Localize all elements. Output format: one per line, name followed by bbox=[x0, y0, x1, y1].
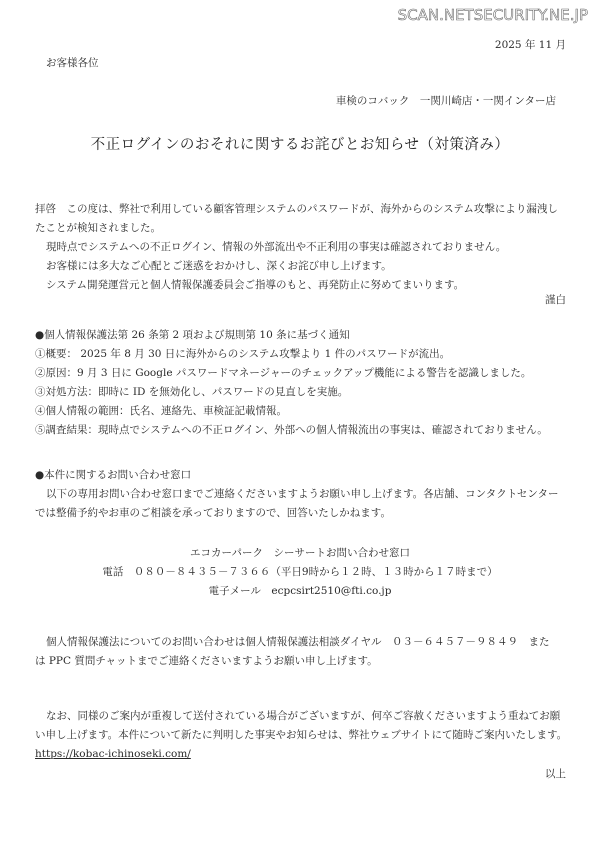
footer-line: なお、同様のご案内が重複して送付されている場合がございますが、何卒ご容赦くださいますよう重ねてお願 bbox=[46, 710, 561, 722]
contact-phone-row bbox=[0, 563, 600, 582]
intro-line: お客様には多大なご心配とご迷惑をおかけし、深くお詫び申し上げます。 bbox=[46, 260, 392, 272]
contact-name: エコカーパーク シーサートお問い合わせ窓口 bbox=[190, 547, 410, 559]
document-title: 不正ログインのおそれに関するお詫びとお知らせ（対策済み） bbox=[90, 137, 510, 153]
email-address[interactable]: ecpcsirt2510@fti.co.jp bbox=[271, 585, 392, 597]
notice-item: ③対処方法：即時に ID を無効化し、パスワードの見直しを実施。 bbox=[35, 386, 349, 398]
intro-paragraph bbox=[35, 200, 575, 295]
footer-note bbox=[35, 707, 575, 764]
intro-line: 拝啓 この度は、弊社で利用している顧客管理システムのパスワードが、海外からのシステム攻撃により漏洩し bbox=[35, 203, 558, 215]
end-mark: 以上 bbox=[545, 768, 566, 780]
inquiry-line: 以下の専用お問い合わせ窓口までご連絡くださいますようお願い申し上げます。各店舗、コンタクトセンター bbox=[46, 488, 559, 500]
ppc-line: は PPC 質問チャットまでご連絡くださいますようお願い申し上げます。 bbox=[35, 655, 378, 667]
notice-item: ④個人情報の範囲：氏名、連絡先、車検証記載情報。 bbox=[35, 405, 287, 417]
phone-label: 電話 bbox=[102, 566, 124, 578]
sender: 車検のコバック 一関川崎店・一関インター店 bbox=[335, 95, 556, 107]
addressee: お客様各位 bbox=[46, 57, 99, 69]
contact-email-row bbox=[0, 582, 600, 601]
notice-heading: ●個人情報保護法第 26 条第 2 項および規則第 10 条に基づく通知 bbox=[35, 329, 350, 341]
document-date: 2025 年 11 月 bbox=[494, 39, 566, 51]
notice-item: ①概要： 2025 年 8 月 30 日に海外からのシステム攻撃より 1 件のパスワードが流出。 bbox=[35, 348, 451, 360]
notice-item: ②原因：9 月 3 日に Google パスワードマネージャーのチェックアップ機能による警告を認識しました。 bbox=[35, 367, 532, 379]
email-label: 電子メール bbox=[208, 585, 261, 597]
inquiry-section bbox=[35, 466, 575, 523]
website-link[interactable]: https://kobac-ichinoseki.com/ bbox=[35, 748, 191, 760]
intro-line: 現時点でシステムへの不正ログイン、情報の外部流出や不正利用の事実は確認されておりません。 bbox=[46, 241, 507, 253]
inquiry-line: では整備予約やお車のご相談を承っておりますので、回答いたしかねます。 bbox=[35, 507, 391, 519]
inquiry-heading: ●本件に関するお問い合わせ窓口 bbox=[35, 469, 192, 481]
phone-number[interactable]: ０８０－８４３５－７３６６ bbox=[133, 566, 271, 578]
notice-section bbox=[35, 326, 575, 440]
ppc-line: 個人情報保護法についてのお問い合わせは個人情報保護法相談ダイヤル ０３－６４５７－９８４９ また bbox=[46, 636, 550, 648]
phone-hours: （平日9時から１２時、１３時から１７時まで） bbox=[270, 566, 498, 578]
watermark: SCAN.NETSECURITY.NE.JP bbox=[397, 6, 588, 24]
notice-item: ⑤調査結果：現時点でシステムへの不正ログイン、外部への個人情報流出の事実は、確認されておりません。 bbox=[35, 424, 548, 436]
ppc-paragraph bbox=[35, 633, 575, 671]
intro-line: システム開発運営元と個人情報保護委員会ご指導のもと、再発防止に努めてまいります。 bbox=[46, 279, 465, 291]
footer-line: い申し上げます。本件について新たに判明した事実やお知らせは、弊社ウェブサイトにて随時ご案内いたします。 bbox=[35, 729, 568, 741]
closing-salutation: 謹白 bbox=[545, 294, 566, 306]
intro-line: たことが検知されました。 bbox=[35, 222, 161, 234]
